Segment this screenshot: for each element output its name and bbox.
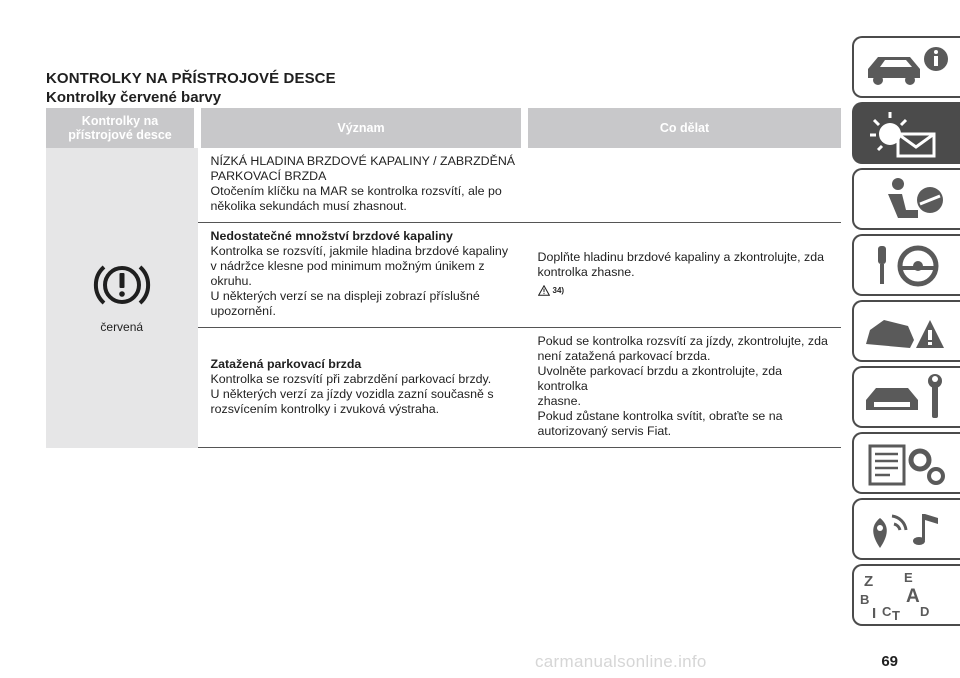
index-letter: D [920, 604, 930, 619]
index-letter: B [860, 592, 870, 607]
brake-warning-icon [93, 260, 151, 314]
index-letter: E [904, 570, 913, 585]
warning-lights-table [46, 108, 841, 448]
car-service-icon [860, 372, 954, 424]
meaning-cell-fluid: Nedostatečné množství brzdové kapaliny Kontrolka se rozsvítí, jakmile hladina brzdové kapaliny v nádržce klesne pod minimum možným únikem z okruhu. U některých verzí se na displeji zobrazí příslušné upozornění. [198, 223, 525, 328]
meaning-cell-general: NÍZKÁ HLADINA BRZDOVÉ KAPALINY / ZABRZDĚNÁ PARKOVACÍ BRZDA Otočením klíčku na MAR se kontrolka rozsvítí, ale po několika sekundách musí zhasnout. [210, 154, 516, 213]
car-info-icon [860, 42, 954, 94]
table-header-row [46, 108, 841, 148]
car-accident-icon [860, 306, 954, 358]
tab-start-drive[interactable] [852, 234, 960, 296]
warning-reference: 34) [538, 283, 836, 298]
tab-index[interactable] [852, 564, 960, 626]
meaning-cell-parking: Zatažená parkovací brzda Kontrolka se rozsvítí při zabrzdění parkovací brzdy. U některých verzí za jízdy vozidla zazní současně s rozsvícením kontrolky i zvuková výstraha. [198, 328, 525, 448]
page-heading: KONTROLKY NA PŘÍSTROJOVÉ DESCE [46, 70, 336, 87]
icon-caption-color: červená [100, 320, 144, 335]
index-letter: A [906, 586, 920, 607]
tab-safety[interactable] [852, 168, 960, 230]
multimedia-icon [860, 504, 954, 556]
tab-car-info[interactable] [852, 36, 960, 98]
table-row [46, 148, 841, 223]
index-letter: C [882, 604, 892, 619]
page-subheading: Kontrolky červené barvy [46, 89, 222, 106]
action-cell-parking: Pokud se kontrolka rozsvítí za jízdy, zkontrolujte, zda není zatažená parkovací brzda. Uvolněte parkovací brzdu a zkontrolujte, zda kontrolka zhasne. Pokud zůstane kontrolka svítit, obraťte se na autorizovaný servis Fiat. [525, 328, 842, 448]
tab-warning-lights[interactable] [852, 102, 960, 164]
warning-lights-icon [860, 108, 954, 160]
alphabet-index-icon [860, 570, 954, 622]
action-cell-empty [525, 148, 842, 223]
steering-key-icon [860, 240, 954, 292]
warning-triangle-icon [538, 285, 550, 296]
index-letter: Z [864, 573, 874, 590]
specs-gears-icon [860, 438, 954, 490]
seat-safety-icon [860, 174, 954, 226]
footer-watermark: carmanualsonline.info [535, 652, 707, 671]
tab-emergency[interactable] [852, 300, 960, 362]
index-letter: I [872, 605, 877, 622]
page-number: 69 [881, 653, 898, 670]
header-vyznam: Význam [198, 108, 525, 148]
action-cell-fluid: Doplňte hladinu brzdové kapaliny a zkontrolujte, zda kontrolka zhasne. 34) [525, 223, 842, 328]
tab-maintenance[interactable] [852, 366, 960, 428]
header-co-delat: Co dělat [525, 108, 842, 148]
warning-light-cell [46, 148, 198, 448]
header-kontrolky: Kontrolky na přístrojové desce [46, 108, 198, 148]
tab-multimedia[interactable] [852, 498, 960, 560]
tab-specs[interactable] [852, 432, 960, 494]
index-letter: T [892, 608, 900, 622]
